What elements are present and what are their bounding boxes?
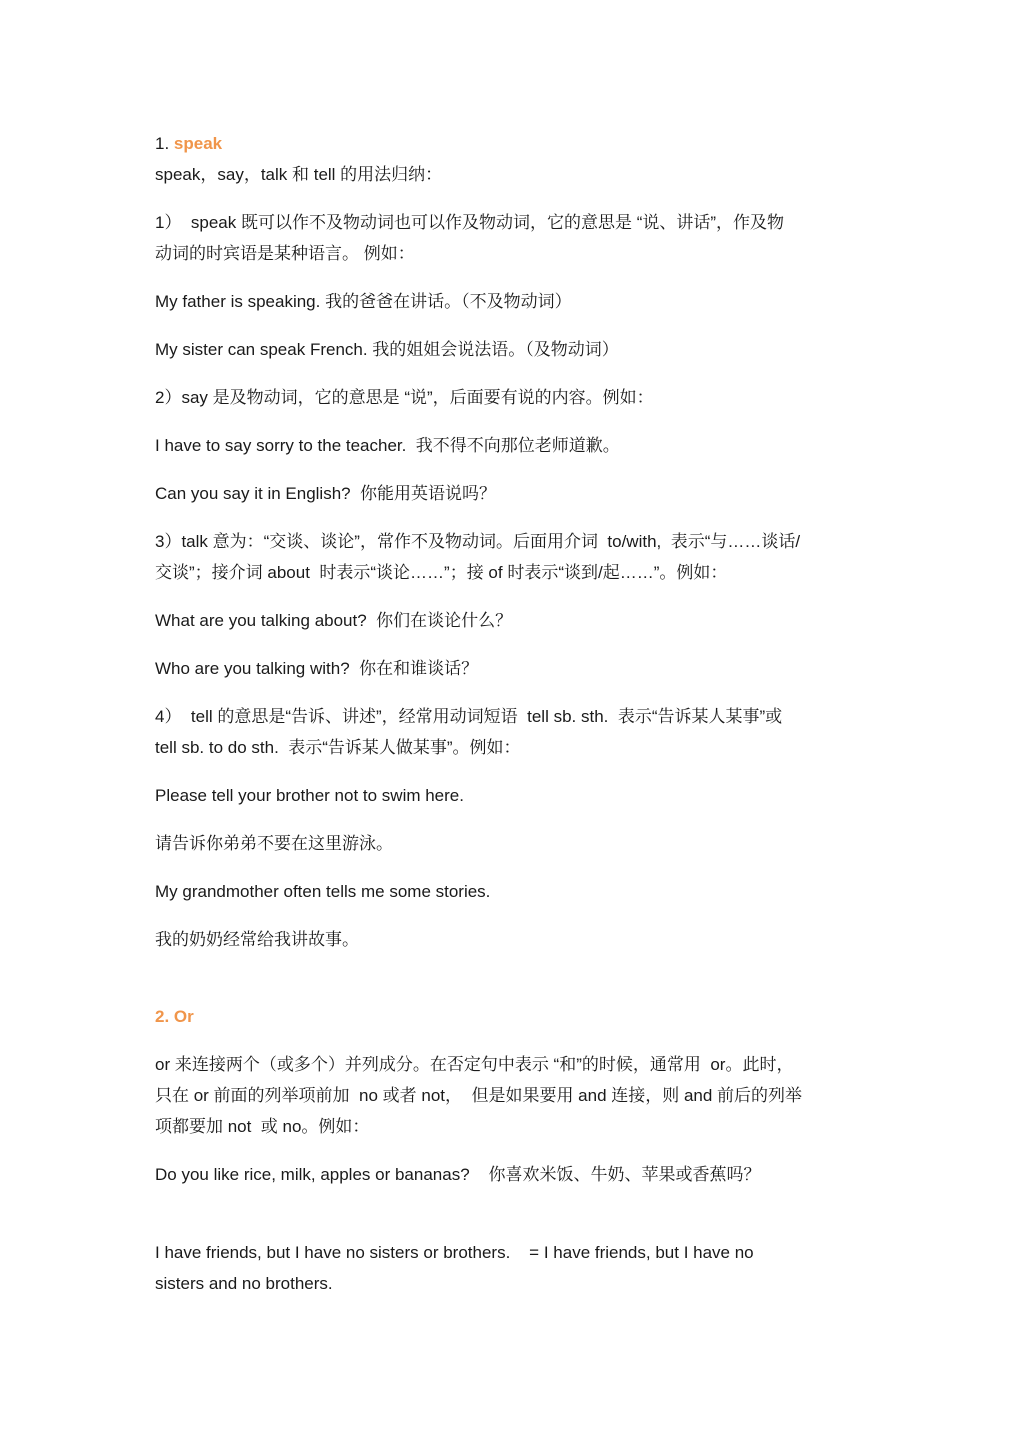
talk-explanation-line-1: 3）talk 意为：“交谈、谈论”，常作不及物动词。后面用介词 to/with, 表示“与……谈话/	[155, 532, 801, 551]
speak-explanation-line-2: 动词的时宾语是某种语言。 例如：	[155, 244, 415, 263]
tell-example-2-translation: 我的奶奶经常给我讲故事。	[155, 930, 359, 949]
or-example-1: Do you like rice, milk, apples or bananas? 你喜欢米饭、牛奶、苹果或香蕉吗？	[155, 1165, 761, 1184]
tell-explanation-line-1: 4） tell 的意思是“告诉、讲述”，经常用动词短语 tell sb. sth. 表示“告诉某人某事”或	[155, 707, 783, 726]
tell-example-1-translation: 请告诉你弟弟不要在这里游泳。	[155, 834, 393, 853]
talk-example-1: What are you talking about? 你们在谈论什么？	[155, 611, 513, 630]
section-1-intro: speak，say，talk 和 tell 的用法归纳：	[155, 165, 443, 184]
or-explanation-line-2: 只在 or 前面的列举项前加 no 或者 not， 但是如果要用 and 连接，则 and 前后的列举	[155, 1086, 803, 1105]
section-1-heading	[155, 128, 875, 159]
speak-example-2: My sister can speak French. 我的姐姐会说法语。（及物动词）	[155, 340, 619, 359]
tell-explanation-line-2: tell sb. to do sth. 表示“告诉某人做某事”。例如：	[155, 738, 521, 757]
tell-example-2: My grandmother often tells me some stories.	[155, 882, 491, 901]
say-example-1: I have to say sorry to the teacher. 我不得不向那位老师道歉。	[155, 436, 620, 455]
section-1-number: 1.	[155, 134, 174, 153]
speak-example-1: My father is speaking. 我的爸爸在讲话。（不及物动词）	[155, 292, 572, 311]
or-explanation-line-3: 项都要加 not 或 no。例如：	[155, 1117, 370, 1136]
or-example-2-line-1: I have friends, but I have no sisters or brothers. = I have friends, but I have no	[155, 1243, 754, 1262]
say-example-2: Can you say it in English? 你能用英语说吗？	[155, 484, 497, 503]
document-page	[155, 128, 875, 1299]
talk-example-2: Who are you talking with? 你在和谁谈话？	[155, 659, 479, 678]
talk-explanation-line-2: 交谈”；接介词 about 时表示“谈论……”；接 of 时表示“谈到/起……”。例如：	[155, 563, 728, 582]
say-explanation: 2）say 是及物动词，它的意思是 “说”，后面要有说的内容。例如：	[155, 388, 654, 407]
or-example-2-line-2: sisters and no brothers.	[155, 1274, 333, 1293]
tell-example-1: Please tell your brother not to swim here.	[155, 786, 464, 805]
section-2-title: 2. Or	[155, 1007, 194, 1026]
speak-explanation-line-1: 1） speak 既可以作不及物动词也可以作及物动词，它的意思是 “说、讲话”，作及物	[155, 213, 785, 232]
or-explanation-line-1: or 来连接两个（或多个）并列成分。在否定句中表示 “和”的时候，通常用 or。此时，	[155, 1055, 794, 1074]
section-1-title: speak	[173, 134, 223, 153]
